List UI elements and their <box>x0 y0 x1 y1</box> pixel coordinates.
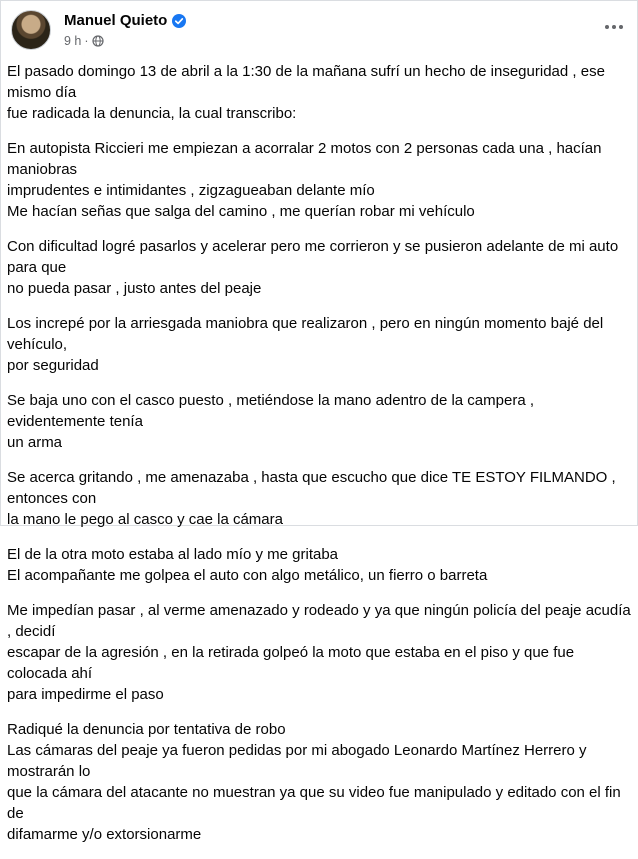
post-paragraph: Se acerca gritando , me amenazaba , hasta que escucho que dice TE ESTOY FILMANDO , entonces con la mano le pego al casco y cae la cámara <box>7 469 616 528</box>
post-meta <box>64 34 104 48</box>
post-paragraph: Los increpé por la arriesgada maniobra que realizaron , pero en ningún momento bajé del vehículo, por seguridad <box>7 315 604 374</box>
author-name[interactable]: Manuel Quieto <box>64 12 168 29</box>
post-header <box>11 10 631 56</box>
more-options-icon[interactable] <box>603 22 625 32</box>
post-paragraph: Con dificultad logré pasarlos y acelerar pero me corrieron y se pusieron adelante de mi auto para que no pueda pasar , justo antes del peaje <box>7 238 619 297</box>
post-paragraph: Me impedían pasar , al verme amenazado y rodeado y ya que ningún policía del peaje acudía , decidí escapar de la agresión , en la retirada golpeó la moto que estaba en el piso y que fue colocada ahí para impedirme el paso <box>7 602 631 703</box>
post-paragraph: El de la otra moto estaba al lado mío y me gritaba El acompañante me golpea el auto con algo metálico, un fierro o barreta <box>7 546 488 584</box>
author-row <box>64 12 186 29</box>
verified-badge-icon <box>172 14 186 28</box>
avatar[interactable] <box>11 10 51 50</box>
post-time[interactable]: 9 h <box>64 34 82 48</box>
post-body <box>7 61 633 859</box>
post-paragraph: Radiqué la denuncia por tentativa de robo Las cámaras del peaje ya fueron pedidas por mi abogado Leonardo Martínez Herrero y mostrarán lo que la cámara del atacante no muestran ya que su video fue manipulado y editado con el fin de difamarme y/o extorsionarme <box>7 721 621 843</box>
post-paragraph: En autopista Riccieri me empiezan a acorralar 2 motos con 2 personas cada una , hacían maniobras imprudentes e intimidantes , zigzagueaban delante mío Me hacían señas que salga del camino , me querían robar mi vehículo <box>7 140 602 220</box>
meta-separator: · <box>84 34 89 48</box>
post-paragraph: Se baja uno con el casco puesto , metiéndose la mano adentro de la campera , evidentemente tenía un arma <box>7 392 534 451</box>
globe-icon[interactable] <box>92 35 104 47</box>
post-paragraph: El pasado domingo 13 de abril a la 1:30 de la mañana sufrí un hecho de inseguridad , ese mismo día fue radicada la denuncia, la cual transcribo: <box>7 63 605 122</box>
